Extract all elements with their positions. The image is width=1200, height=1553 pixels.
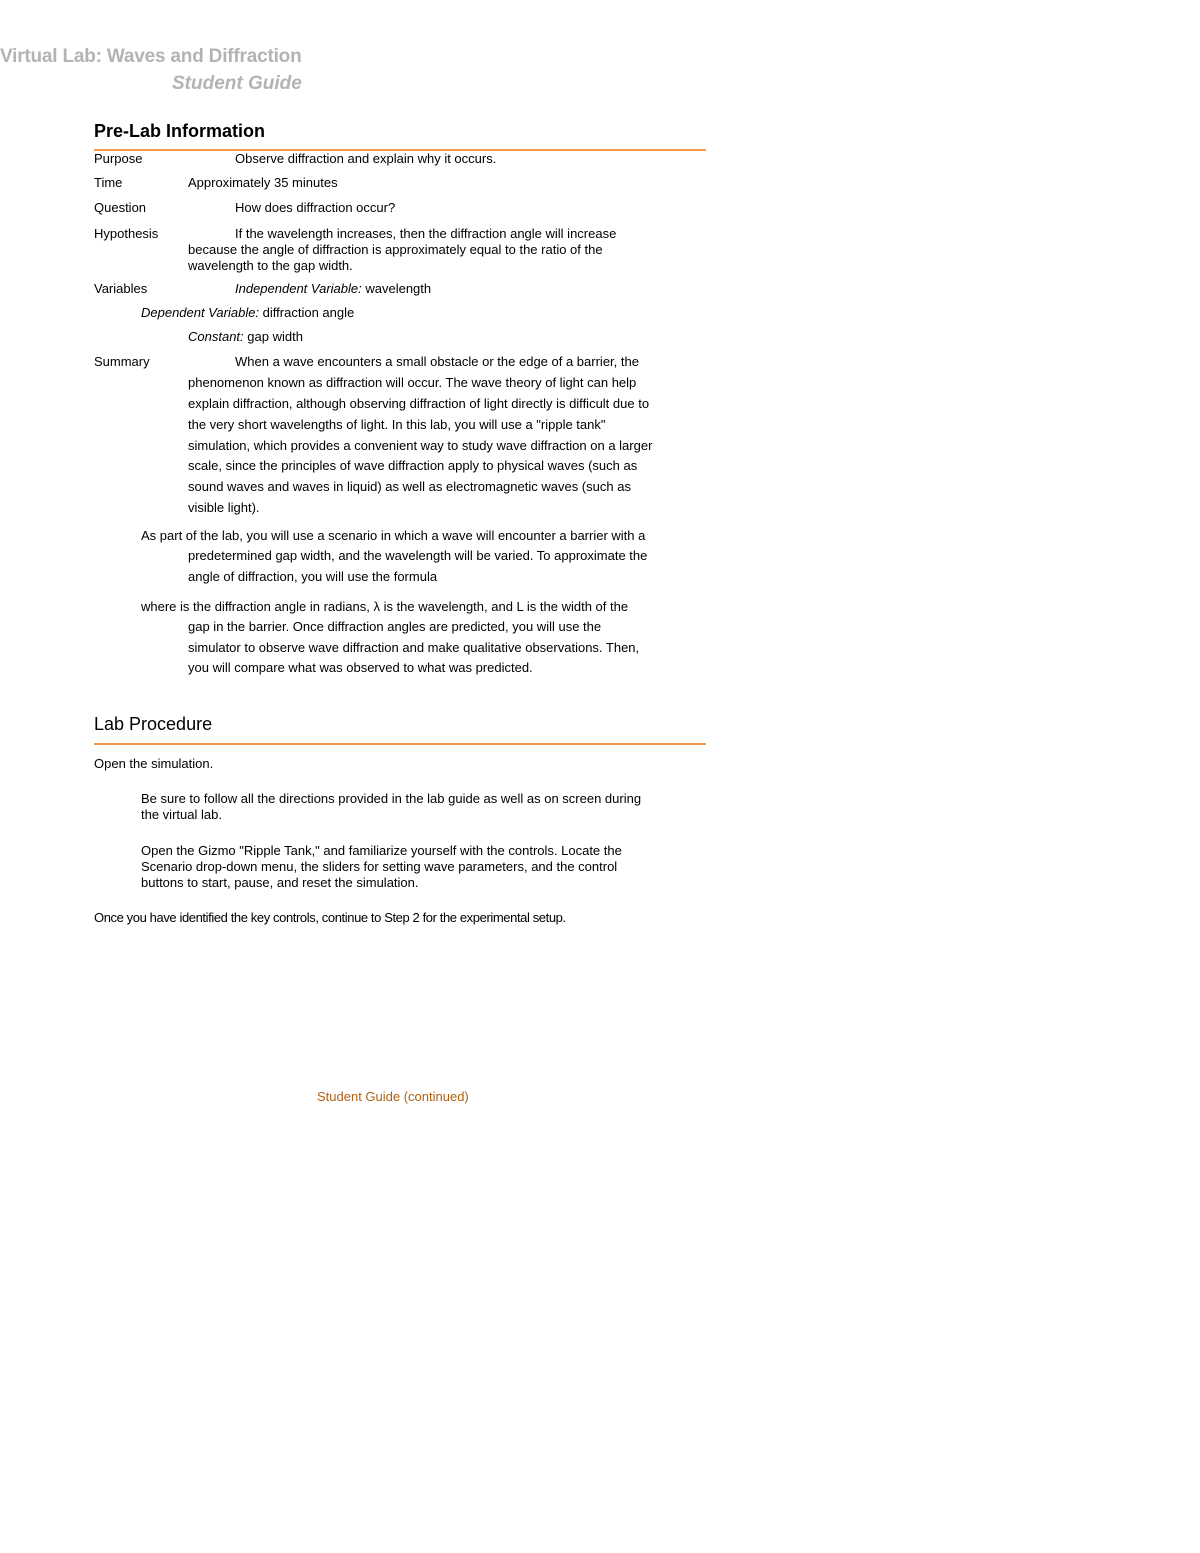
question-text: How does diffraction occur? bbox=[235, 200, 396, 215]
document-title: Virtual Lab: Waves and Diffraction bbox=[0, 46, 302, 67]
procedure-heading: Lab Procedure bbox=[94, 714, 213, 734]
continue-instruction: Once you have identified the key controls, continue to Step 2 for the experimental setup. bbox=[94, 910, 566, 925]
gizmo-instruction-line: Scenario drop-down menu, the sliders for setting wave parameters, and the control bbox=[141, 859, 618, 874]
time-text: Approximately 35 minutes bbox=[188, 175, 338, 190]
dependent-variable bbox=[141, 305, 354, 321]
gizmo-instruction-line: Open the Gizmo "Ripple Tank," and familiarize yourself with the controls. Locate the bbox=[141, 843, 622, 858]
continued-footer: Student Guide (continued) bbox=[317, 1089, 469, 1104]
lab-part-line: predetermined gap width, and the wavelength will be varied. To approximate the bbox=[188, 548, 648, 563]
summary-line: sound waves and waves in liquid) as well as electromagnetic waves (such as bbox=[188, 479, 631, 494]
independent-variable-value: wavelength bbox=[361, 281, 432, 296]
lab-part-line: angle of diffraction, you will use the formula bbox=[188, 569, 438, 584]
summary-line: When a wave encounters a small obstacle or the edge of a barrier, the bbox=[235, 354, 639, 369]
summary-line: simulation, which provides a convenient way to study wave diffraction on a larger bbox=[188, 438, 653, 453]
summary-label: Summary bbox=[94, 354, 150, 369]
independent-variable bbox=[235, 281, 431, 297]
purpose-text: Observe diffraction and explain why it occurs. bbox=[235, 151, 497, 166]
where-line: gap in the barrier. Once diffraction angles are predicted, you will use the bbox=[188, 619, 602, 634]
purpose-label: Purpose bbox=[94, 151, 143, 166]
summary-line: visible light). bbox=[188, 500, 260, 515]
follow-directions-line: the virtual lab. bbox=[141, 807, 222, 822]
follow-directions-line: Be sure to follow all the directions provided in the lab guide as well as on screen during bbox=[141, 791, 642, 806]
where-line: simulator to observe wave diffraction and make qualitative observations. Then, bbox=[188, 640, 640, 655]
dependent-variable-value: diffraction angle bbox=[259, 305, 355, 320]
summary-line: scale, since the principles of wave diffraction apply to physical waves (such as bbox=[188, 458, 638, 473]
hypothesis-label: Hypothesis bbox=[94, 226, 159, 241]
summary-line: phenomenon known as diffraction will occur. The wave theory of light can help bbox=[188, 375, 637, 390]
hypothesis-line: wavelength to the gap width. bbox=[188, 258, 353, 273]
independent-variable-label: Independent Variable: bbox=[235, 281, 362, 296]
prelab-heading: Pre-Lab Information bbox=[94, 121, 266, 141]
document-subtitle: Student Guide bbox=[172, 73, 302, 94]
where-line: you will compare what was observed to what was predicted. bbox=[188, 660, 533, 675]
where-line: where is the diffraction angle in radians, λ is the wavelength, and L is the width of the bbox=[141, 599, 629, 614]
constant-variable-label: Constant: bbox=[188, 329, 244, 344]
hypothesis-line: because the angle of diffraction is approximately equal to the ratio of the bbox=[188, 242, 603, 257]
constant-variable bbox=[188, 329, 303, 345]
open-simulation-text: Open the simulation. bbox=[94, 756, 214, 771]
lab-part-line: As part of the lab, you will use a scenario in which a wave will encounter a barrier with a bbox=[141, 528, 646, 543]
variables-label: Variables bbox=[94, 281, 148, 296]
question-label: Question bbox=[94, 200, 147, 215]
gizmo-instruction-line: buttons to start, pause, and reset the simulation. bbox=[141, 875, 419, 890]
constant-variable-value: gap width bbox=[243, 329, 303, 344]
dependent-variable-label: Dependent Variable: bbox=[141, 305, 260, 320]
summary-line: the very short wavelengths of light. In this lab, you will use a "ripple tank" bbox=[188, 417, 606, 432]
procedure-divider bbox=[94, 743, 706, 745]
hypothesis-line: If the wavelength increases, then the diffraction angle will increase bbox=[235, 226, 617, 241]
summary-line: explain diffraction, although observing diffraction of light directly is difficult due to bbox=[188, 396, 650, 411]
time-label: Time bbox=[94, 175, 123, 190]
